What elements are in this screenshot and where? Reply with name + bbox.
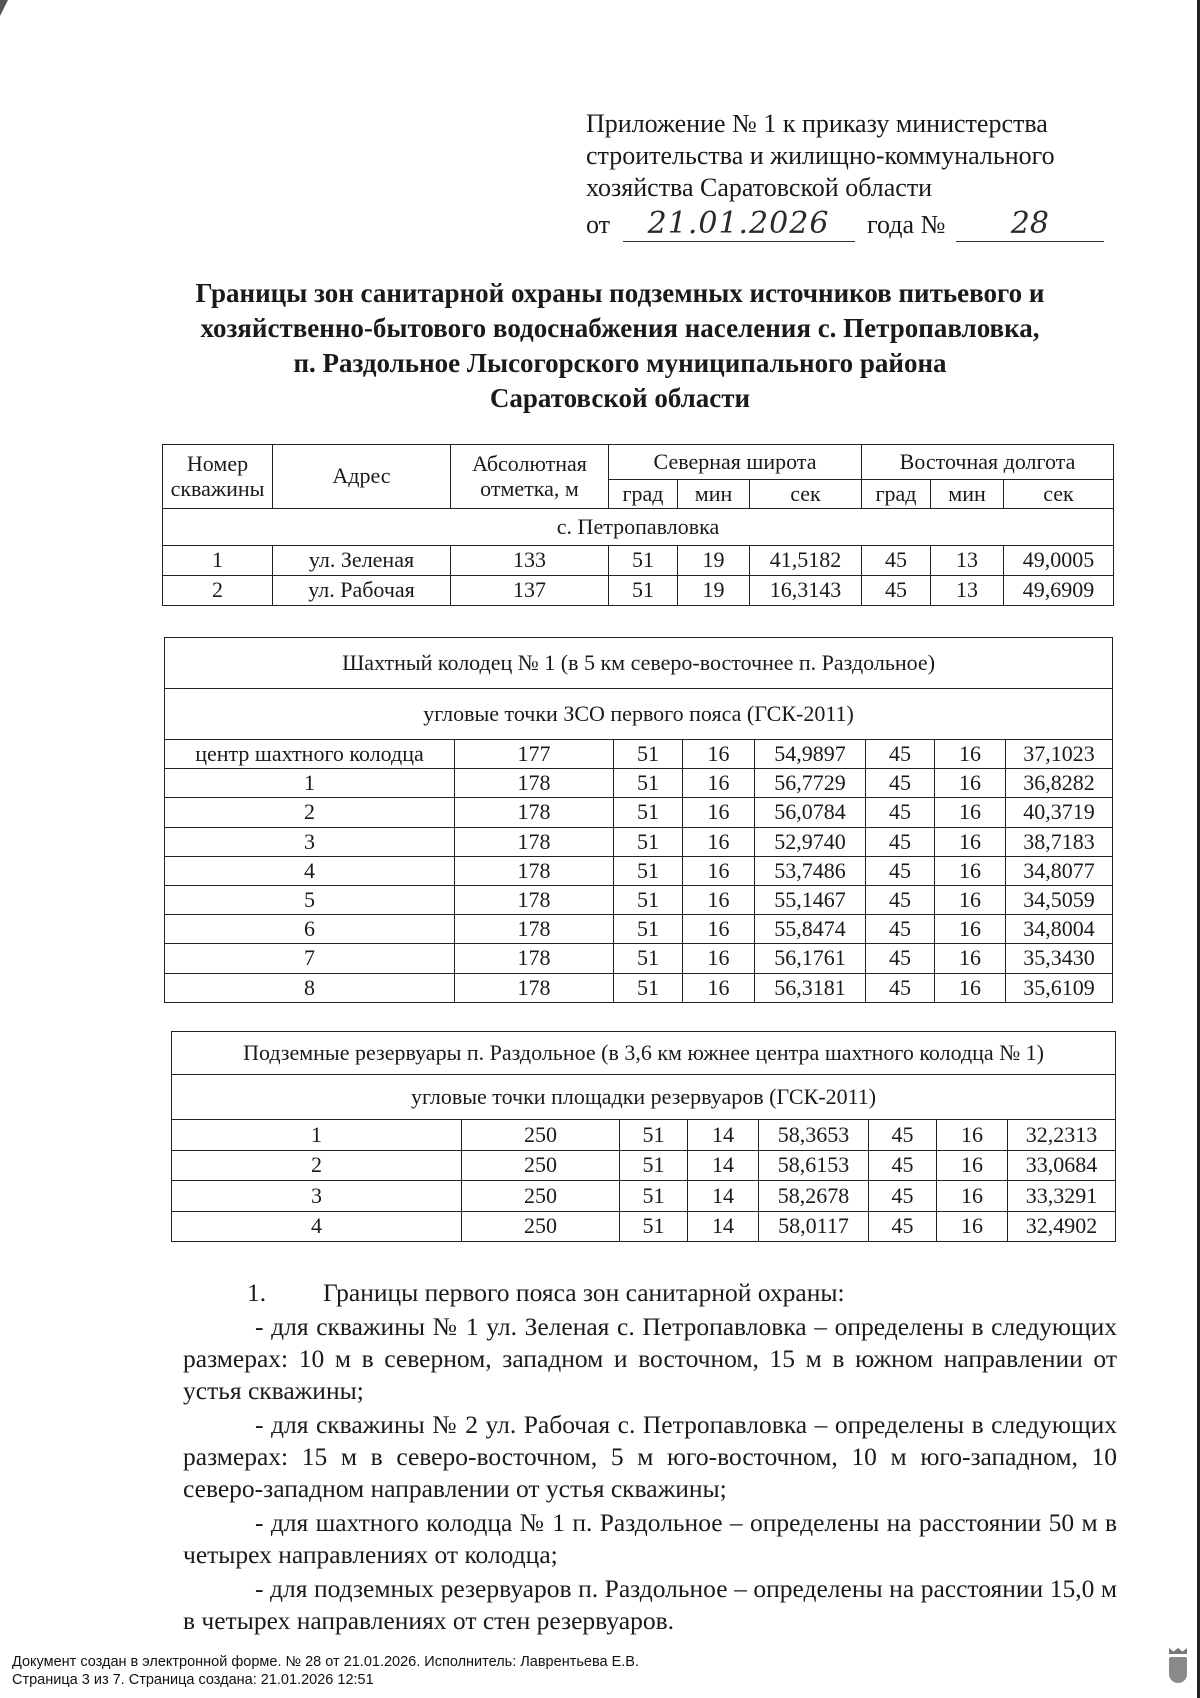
header-deg: град [609,480,678,509]
cell: 16 [683,915,755,944]
header-line: строительства и жилищно-коммунального [586,141,1055,170]
cell: 178 [455,827,614,856]
cell: 45 [866,769,935,798]
header-well-number: Номер скважины [163,445,273,509]
cell: 16,3143 [750,576,862,606]
cell: 16 [937,1211,1008,1242]
cell: 45 [866,856,935,885]
table-row [165,915,1113,944]
cell: 1 [163,546,273,576]
cell: 13 [931,546,1004,576]
cell: 178 [455,769,614,798]
cell: ул. Зеленая [273,546,451,576]
table-row [165,769,1113,798]
table-caption: Шахтный колодец № 1 (в 5 км северо-восточнее п. Раздольное) [165,638,1113,689]
cell: 16 [683,740,755,769]
header-address: Адрес [273,445,451,509]
paragraph: - для подземных резервуаров п. Раздольное – определены на расстоянии 15,0 м в четырех направлениях от стен резервуаров. [183,1574,1117,1635]
cell: 35,6109 [1006,973,1113,1002]
cell: 2 [165,798,455,827]
cell: 33,0684 [1008,1150,1116,1181]
cell: 16 [937,1181,1008,1212]
cell: 3 [165,827,455,856]
table-row [172,1181,1116,1212]
cell: 16 [937,1150,1008,1181]
cell: 4 [165,856,455,885]
cell: 7 [165,944,455,973]
cell: 51 [614,856,683,885]
cell: 177 [455,740,614,769]
title-line: хозяйственно-бытового водоснабжения населения с. Петропавловка, [200,313,1040,343]
document-title [120,276,1120,416]
cell: 51 [614,885,683,914]
header-altitude: Абсолютная отметка, м [451,445,609,509]
header-sec: сек [750,480,862,509]
cell: 58,6153 [759,1150,869,1181]
cell: 16 [935,798,1006,827]
cell: 38,7183 [1006,827,1113,856]
cell: 2 [163,576,273,606]
table-row [165,856,1113,885]
header-line: хозяйства Саратовской области [586,173,933,202]
cell: 16 [683,885,755,914]
cell: 45 [869,1211,937,1242]
paragraph: - для скважины № 1 ул. Зеленая с. Петропавловка – определены в следующих размерах: 10 м в северном, западном и восточном, 15 м в южном направлении от устья скважины; [183,1312,1117,1405]
cell: 58,0117 [759,1211,869,1242]
cell: 178 [455,856,614,885]
table-subcaption: угловые точки ЗСО первого пояса (ГСК-2011) [165,689,1113,740]
cell: 58,3653 [759,1120,869,1151]
cell: 51 [614,915,683,944]
section-number: 1. [247,1278,267,1307]
year-label: года № [867,210,946,239]
title-line: Саратовской области [489,383,751,413]
header-line: Приложение № 1 к приказу министерства [586,109,1048,138]
cell: 51 [620,1181,688,1212]
reservoirs-table [171,1031,1116,1242]
cell: 36,8282 [1006,769,1113,798]
section-heading-text: Границы первого пояса зон санитарной охраны: [323,1278,845,1307]
cell: 45 [866,915,935,944]
cell: 51 [614,769,683,798]
cell: 16 [683,944,755,973]
cell: центр шахтного колодца [165,740,455,769]
cell: 56,0784 [755,798,866,827]
section-heading [183,1277,1117,1309]
cell: 14 [688,1120,759,1151]
paragraph: - для шахтного колодца № 1 п. Раздольное – определены на расстоянии 50 м в четырех направлениях от колодца; [183,1508,1117,1569]
cell: 34,8004 [1006,915,1113,944]
cell: 55,8474 [755,915,866,944]
cell: 13 [931,576,1004,606]
coat-of-arms-icon [1168,1648,1188,1688]
cell: 51 [620,1150,688,1181]
mine-well-table [164,637,1113,1003]
cell: 2 [172,1150,462,1181]
cell: 49,6909 [1004,576,1114,606]
cell: 16 [935,973,1006,1002]
cell: 51 [620,1120,688,1151]
table-row [163,546,1114,576]
cell: 250 [462,1120,620,1151]
cell: 178 [455,915,614,944]
cell: 1 [165,769,455,798]
cell: 16 [935,944,1006,973]
cell: 45 [866,885,935,914]
cell: 45 [862,576,931,606]
cell: 133 [451,546,609,576]
cell: 178 [455,973,614,1002]
cell: 35,3430 [1006,944,1113,973]
cell: 34,5059 [1006,885,1113,914]
cell: 3 [172,1181,462,1212]
scan-corner-mark [0,0,8,16]
cell: 49,0005 [1004,546,1114,576]
table-row [165,944,1113,973]
cell: 51 [614,944,683,973]
cell: 178 [455,885,614,914]
cell: 56,1761 [755,944,866,973]
cell: 16 [937,1120,1008,1151]
cell: 51 [614,973,683,1002]
footer-line: Документ создан в электронной форме. № 28 от 21.01.2026. Исполнитель: Лаврентьева Е.В. [12,1654,639,1670]
cell: 33,3291 [1008,1181,1116,1212]
cell: 178 [455,798,614,827]
cell: ул. Рабочая [273,576,451,606]
cell: 45 [869,1150,937,1181]
cell: 55,1467 [755,885,866,914]
cell: 41,5182 [750,546,862,576]
cell: 16 [683,798,755,827]
cell: 5 [165,885,455,914]
header-north-latitude: Северная широта [609,445,862,480]
cell: 51 [614,798,683,827]
cell: 137 [451,576,609,606]
cell: 16 [935,769,1006,798]
cell: 45 [866,798,935,827]
cell: 14 [688,1150,759,1181]
cell: 14 [688,1181,759,1212]
cell: 6 [165,915,455,944]
table-row [165,827,1113,856]
cell: 52,9740 [755,827,866,856]
handwritten-number: 28 [956,206,1104,242]
cell: 45 [866,944,935,973]
cell: 51 [614,827,683,856]
cell: 45 [866,740,935,769]
paragraph: - для скважины № 2 ул. Рабочая с. Петропавловка – определены в следующих размерах: 15 м в северо-восточном, 5 м юго-восточном, 10 м юго-западном, 10 северо-западном направлении от устья скважины; [183,1410,1117,1503]
title-line: Границы зон санитарной охраны подземных источников питьевого и [195,278,1045,308]
appendix-header [586,108,1126,204]
cell: 51 [609,576,678,606]
cell: 56,3181 [755,973,866,1002]
table-row [165,798,1113,827]
cell: 40,3719 [1006,798,1113,827]
date-prefix: от [586,210,611,239]
cell: 51 [620,1211,688,1242]
header-east-longitude: Восточная долгота [862,445,1114,480]
cell: 4 [172,1211,462,1242]
handwritten-date: 21.01.2026 [623,206,855,242]
cell: 32,2313 [1008,1120,1116,1151]
cell: 16 [935,885,1006,914]
electronic-doc-footer [12,1653,639,1689]
cell: 14 [688,1211,759,1242]
cell: 16 [683,856,755,885]
cell: 16 [935,740,1006,769]
header-min: мин [678,480,750,509]
cell: 8 [165,973,455,1002]
section-row: с. Петропавловка [163,509,1114,546]
cell: 16 [935,915,1006,944]
order-date-number-row [586,206,1104,242]
cell: 34,8077 [1006,856,1113,885]
table-row [172,1211,1116,1242]
table-row [163,576,1114,606]
cell: 32,4902 [1008,1211,1116,1242]
cell: 58,2678 [759,1181,869,1212]
cell: 16 [683,973,755,1002]
cell: 51 [614,740,683,769]
cell: 54,9897 [755,740,866,769]
cell: 53,7486 [755,856,866,885]
table-row [165,740,1113,769]
cell: 45 [866,827,935,856]
cell: 19 [678,546,750,576]
body-text [183,1277,1117,1639]
cell: 16 [683,827,755,856]
header-deg: град [862,480,931,509]
cell: 45 [866,973,935,1002]
header-min: мин [931,480,1004,509]
wells-coordinates-table [162,444,1114,606]
cell: 56,7729 [755,769,866,798]
cell: 250 [462,1181,620,1212]
cell: 1 [172,1120,462,1151]
cell: 250 [462,1150,620,1181]
table-caption: Подземные резервуары п. Раздольное (в 3,6 км южнее центра шахтного колодца № 1) [172,1032,1116,1075]
cell: 250 [462,1211,620,1242]
cell: 16 [935,827,1006,856]
table-row [172,1150,1116,1181]
cell: 45 [869,1181,937,1212]
table-row [172,1120,1116,1151]
table-row [165,885,1113,914]
cell: 16 [683,769,755,798]
cell: 37,1023 [1006,740,1113,769]
cell: 45 [869,1120,937,1151]
table-row [165,973,1113,1002]
title-line: п. Раздольное Лысогорского муниципального района [293,348,947,378]
header-sec: сек [1004,480,1114,509]
footer-line: Страница 3 из 7. Страница создана: 21.01.2026 12:51 [12,1672,374,1688]
cell: 19 [678,576,750,606]
cell: 45 [862,546,931,576]
table-subcaption: угловые точки площадки резервуаров (ГСК-2011) [172,1075,1116,1120]
cell: 178 [455,944,614,973]
cell: 51 [609,546,678,576]
cell: 16 [935,856,1006,885]
